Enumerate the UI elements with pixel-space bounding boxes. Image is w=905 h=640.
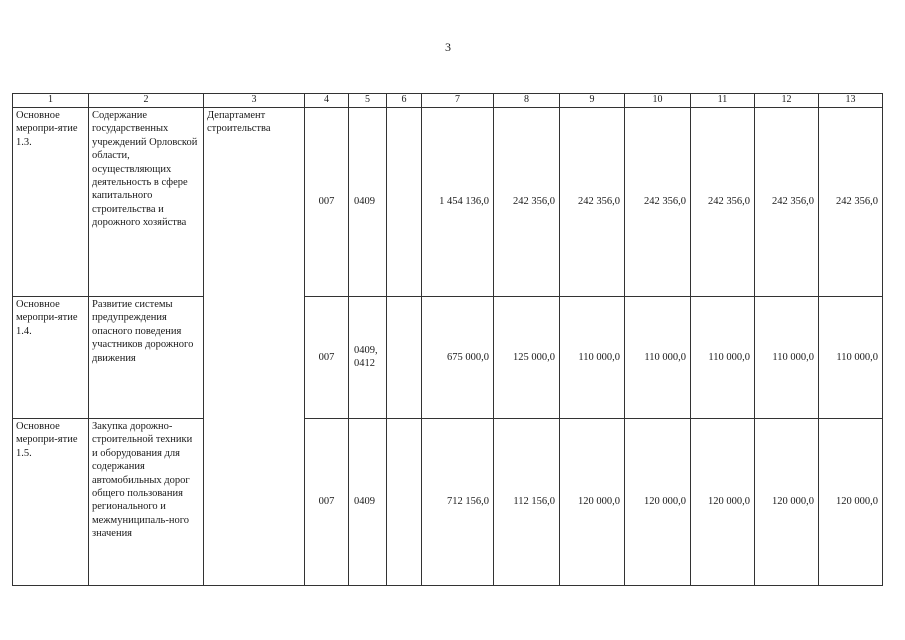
- amount-cell: 110 000,0: [691, 296, 755, 418]
- activity-cell: Основное меропри-ятие 1.3.: [13, 107, 89, 296]
- column-header: 5: [349, 94, 387, 108]
- code-cell: 007: [305, 296, 349, 418]
- code-cell: 007: [305, 418, 349, 585]
- column-header: 1: [13, 94, 89, 108]
- amount-cell: 110 000,0: [625, 296, 691, 418]
- column-header: 3: [204, 94, 305, 108]
- amount-cell: 110 000,0: [819, 296, 883, 418]
- description-cell: Содержание государственных учреждений Орловской области, осуществляющих деятельность в сфере капитального строительства и дорожного хозяйства: [89, 107, 204, 296]
- table-row: [13, 107, 883, 296]
- table-row: [13, 418, 883, 585]
- amount-cell: 120 000,0: [625, 418, 691, 585]
- description-cell: Закупка дорожно-строительной техники и оборудования для содержания автомобильных дорог общего пользования регионального и межмуниципаль-ного значения: [89, 418, 204, 585]
- amount-cell: 110 000,0: [755, 296, 819, 418]
- code-cell: 007: [305, 107, 349, 296]
- column-header: 8: [494, 94, 560, 108]
- total-amount-cell: 1 454 136,0: [422, 107, 494, 296]
- activity-cell: Основное меропри-ятие 1.4.: [13, 296, 89, 418]
- amount-cell: 242 356,0: [625, 107, 691, 296]
- section-code-cell: 0409: [349, 418, 387, 585]
- amount-cell: 110 000,0: [560, 296, 625, 418]
- description-cell: Развитие системы предупреждения опасного поведения участников дорожного движения: [89, 296, 204, 418]
- amount-cell: 125 000,0: [494, 296, 560, 418]
- amount-cell: 120 000,0: [755, 418, 819, 585]
- table-row: [13, 296, 883, 418]
- budget-table: [12, 93, 883, 586]
- amount-cell: 120 000,0: [819, 418, 883, 585]
- amount-cell: 120 000,0: [691, 418, 755, 585]
- amount-cell: 242 356,0: [691, 107, 755, 296]
- table-header-row: [13, 94, 883, 108]
- column-header: 7: [422, 94, 494, 108]
- amount-cell: 120 000,0: [560, 418, 625, 585]
- empty-cell: [387, 107, 422, 296]
- column-header: 13: [819, 94, 883, 108]
- activity-cell: Основное меропри-ятие 1.5.: [13, 418, 89, 585]
- amount-cell: 242 356,0: [755, 107, 819, 296]
- executor-cell: Департамент строительства: [204, 107, 305, 585]
- empty-cell: [387, 418, 422, 585]
- column-header: 10: [625, 94, 691, 108]
- amount-cell: 242 356,0: [560, 107, 625, 296]
- column-header: 6: [387, 94, 422, 108]
- section-code-cell: 0409, 0412: [349, 296, 387, 418]
- amount-cell: 242 356,0: [494, 107, 560, 296]
- column-header: 12: [755, 94, 819, 108]
- section-code-cell: 0409: [349, 107, 387, 296]
- total-amount-cell: 712 156,0: [422, 418, 494, 585]
- amount-cell: 242 356,0: [819, 107, 883, 296]
- page-number: 3: [445, 40, 451, 54]
- column-header: 11: [691, 94, 755, 108]
- column-header: 4: [305, 94, 349, 108]
- total-amount-cell: 675 000,0: [422, 296, 494, 418]
- column-header: 2: [89, 94, 204, 108]
- column-header: 9: [560, 94, 625, 108]
- empty-cell: [387, 296, 422, 418]
- amount-cell: 112 156,0: [494, 418, 560, 585]
